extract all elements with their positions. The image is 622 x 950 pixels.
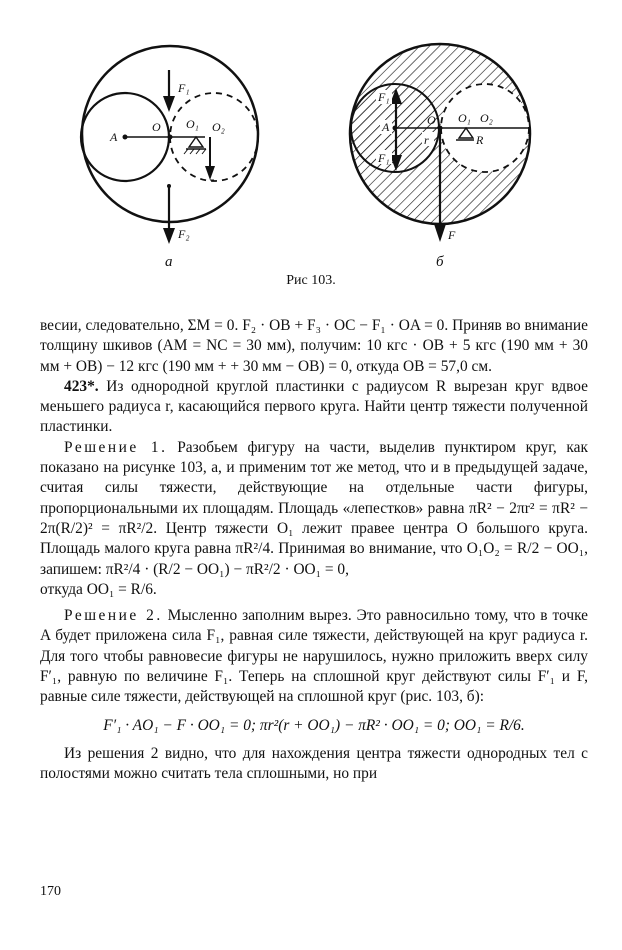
paragraph-previous-solution: весии, следовательно, ΣM = 0. F₂ · OB + F₃ · OC − F₁ · OA = 0. Приняв во внимание толщину шкивов (AM = NC = 30 мм), получим: 10 кгс · OB + 5 кгс (190 мм + 30 мм + OB) − 12 кгс (190 мм + + 30 мм − OB) = 0, откуда OB = 57,0 см. [40, 317, 588, 375]
solution-1-text-a: Разобьем фигуру на части, выделив пунктиром круг, как показано на рисунке 103, а, и применим тот же метод, что и в предыдущей задаче, считая силы тяжести, действующие на отдельные части фигуры, пропорциональными их площадям. Площадь «лепестков» равна πR² − 2πr² = πR² − 2π(R/2)² = πR²/2. [40, 438, 588, 537]
problem-statement: Из однородной круглой пластинки с радиусом R вырезан круг вдвое меньшего радиуса r, касающийся первого круга. Найти центр тяжести полученной пластинки. [40, 377, 588, 436]
label-o2: O₂ [212, 120, 225, 134]
label-r-big: R [476, 133, 484, 147]
page-number: 170 [40, 884, 61, 899]
figure-panel-b [350, 44, 530, 270]
solution-1 [40, 438, 588, 580]
solution-1-text-b: Центр тяжести O₁ лежит правее центра O большого круга. Площадь малого круга равна πR²/4. Принимая во внимание, что O₁O₂ = R/2 − OO₁, запишем: πR²/4 · (R/2 − OO₁) − πR²/2 · OO₁ = 0, [40, 519, 588, 578]
label-f: F [448, 228, 456, 242]
label-f1: F₁ [178, 81, 190, 95]
figure-panel-a [81, 46, 258, 270]
label-o: O [152, 120, 161, 134]
solution-2-heading: Решение 2. [64, 607, 163, 625]
solution-1-result: откуда OO₁ = R/6. [40, 580, 157, 598]
label-o2-b: O₂ [480, 111, 493, 125]
panel-a-tag: а [165, 254, 173, 270]
label-f1-up: F₁ [378, 90, 390, 104]
label-o1-b: O₁ [458, 111, 471, 125]
formula-solution-2: F′₁ · AO₁ − F · OO₁ = 0; πr²(r + OO₁) − πR² · OO₁ = 0; OO₁ = R/6. [103, 716, 525, 734]
figure-103 [0, 0, 622, 275]
problem-number: 423*. [64, 377, 99, 395]
solution-2 [40, 606, 588, 707]
panel-b-tag: б [436, 254, 444, 270]
label-r-small: r [424, 133, 429, 147]
figure-caption: Рис 103. [286, 273, 336, 288]
label-f1-down: F₁ [378, 151, 390, 165]
label-a: A [110, 130, 118, 144]
solution-2-text: Мысленно заполним вырез. Это равносильно тому, что в точке A будет приложена сила F₁, равная силе тяжести, действующей на круг радиуса r. Для того чтобы равновесие фигуры не нарушилось, нужно приложить вверх силу F′₁, равную по величине F₁. Теперь на сплошной круг действуют силы F′₁ и F, равные силе тяжести, действующей на сплошной круг (рис. 103, б): [40, 607, 588, 706]
solution-1-heading: Решение 1. [64, 438, 168, 456]
problem-423 [40, 377, 588, 438]
label-o1: O₁ [186, 117, 199, 131]
label-a-b: A [382, 120, 390, 134]
paragraph-conclusion: Из решения 2 видно, что для нахождения центра тяжести однородных тел с полостями можно считать тела сплошными, но при [40, 744, 588, 783]
label-f2: F₂ [178, 227, 190, 241]
page-body [40, 316, 588, 785]
label-o-b: O [427, 113, 436, 127]
